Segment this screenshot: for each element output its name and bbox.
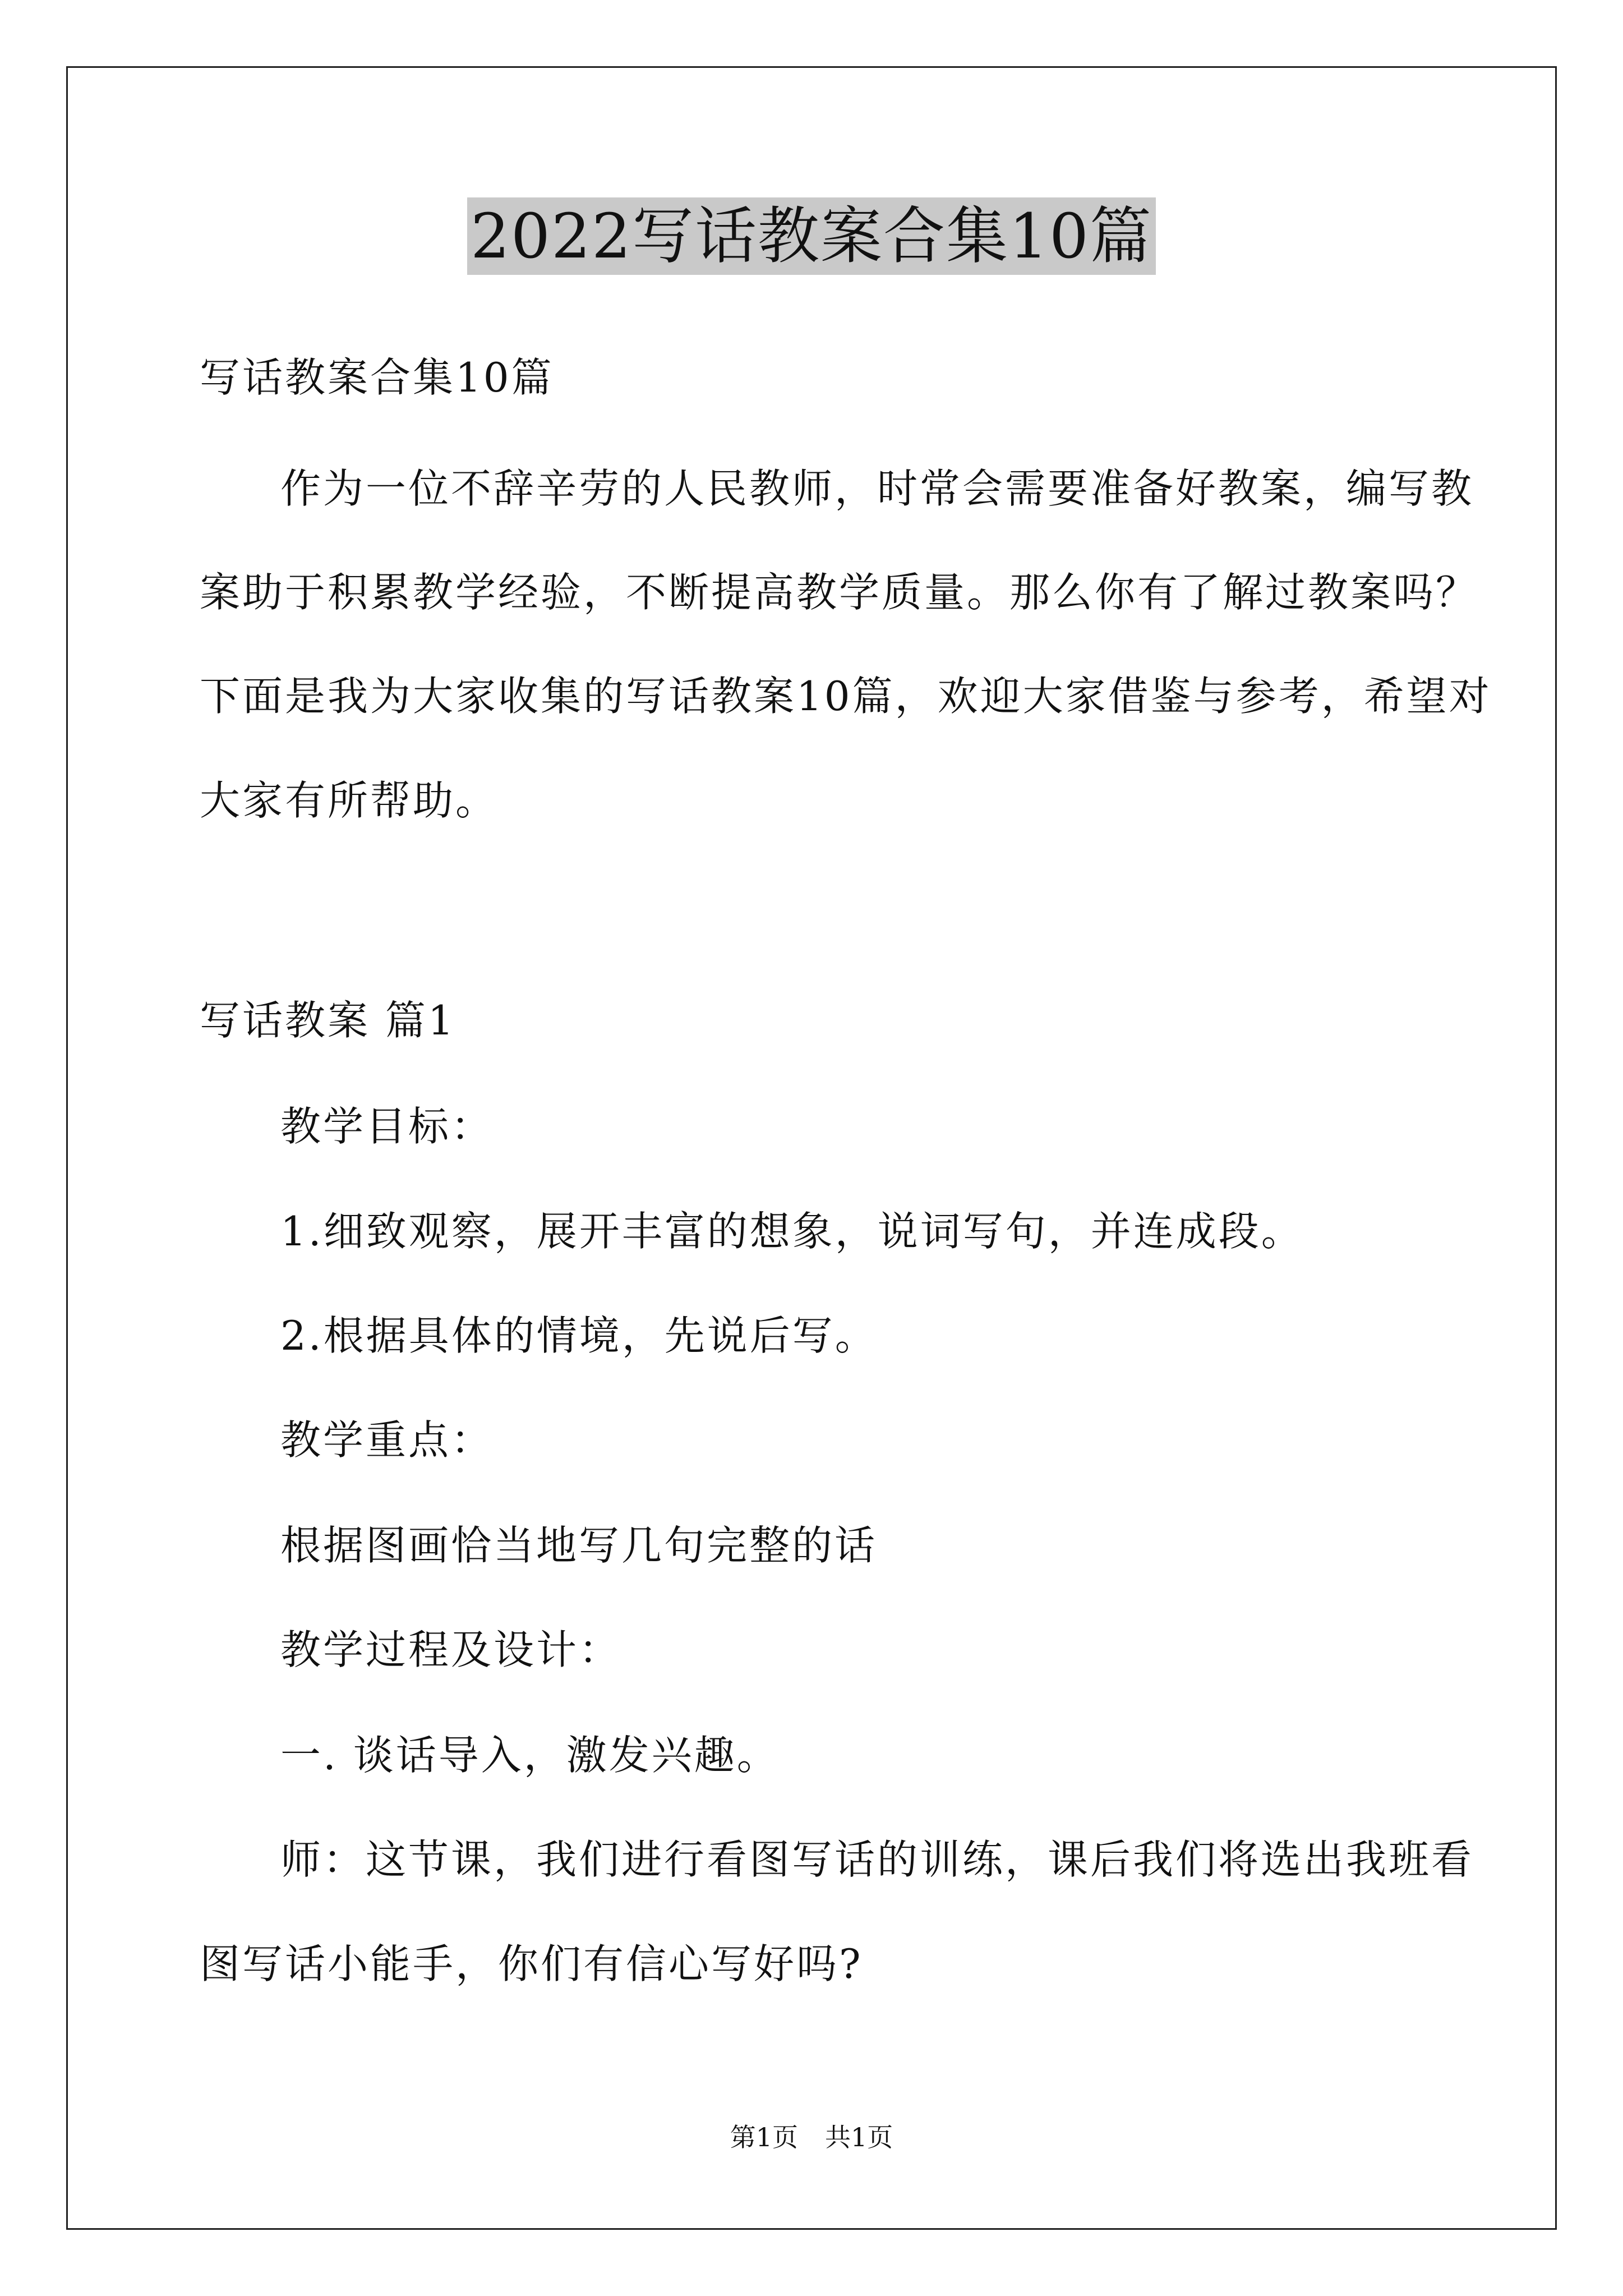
body-line-4: 教学重点： — [280, 1416, 494, 1464]
intro-line-2: 案助于积累教学经验，不断提高教学质量。那么你有了解过教案吗？ — [200, 569, 1479, 616]
document-title: 2022写话教案合集10篇 — [467, 197, 1156, 275]
body-line-9: 图写话小能手，你们有信心写好吗? — [200, 1940, 863, 1987]
total-pages-label: 共1页 — [825, 2122, 893, 2152]
body-line-7: 一. 谈话导入，激发兴趣。 — [280, 1732, 780, 1779]
body-line-8: 师：这节课，我们进行看图写话的训练，课后我们将选出我班看 — [280, 1836, 1474, 1883]
body-line-3: 2.根据具体的情境，先说后写。 — [280, 1312, 878, 1359]
section-heading: 写话教案 篇1 — [200, 997, 456, 1044]
body-line-5: 根据图画恰当地写几句完整的话 — [280, 1522, 878, 1569]
body-line-6: 教学过程及设计： — [280, 1626, 622, 1673]
body-line-2: 1.细致观察，展开丰富的想象，说词写句，并连成段。 — [280, 1208, 1304, 1255]
title-container — [0, 197, 1623, 275]
intro-line-4: 大家有所帮助。 — [200, 777, 499, 824]
intro-line-3: 下面是我为大家收集的写话教案10篇，欢迎大家借鉴与参考，希望对 — [200, 673, 1492, 720]
body-line-1: 教学目标： — [280, 1103, 494, 1150]
current-page-label: 第1页 — [730, 2122, 798, 2152]
intro-line-1: 作为一位不辞辛劳的人民教师，时常会需要准备好教案，编写教 — [280, 465, 1474, 512]
page-footer — [0, 2120, 1623, 2154]
document-subtitle: 写话教案合集10篇 — [200, 354, 554, 401]
